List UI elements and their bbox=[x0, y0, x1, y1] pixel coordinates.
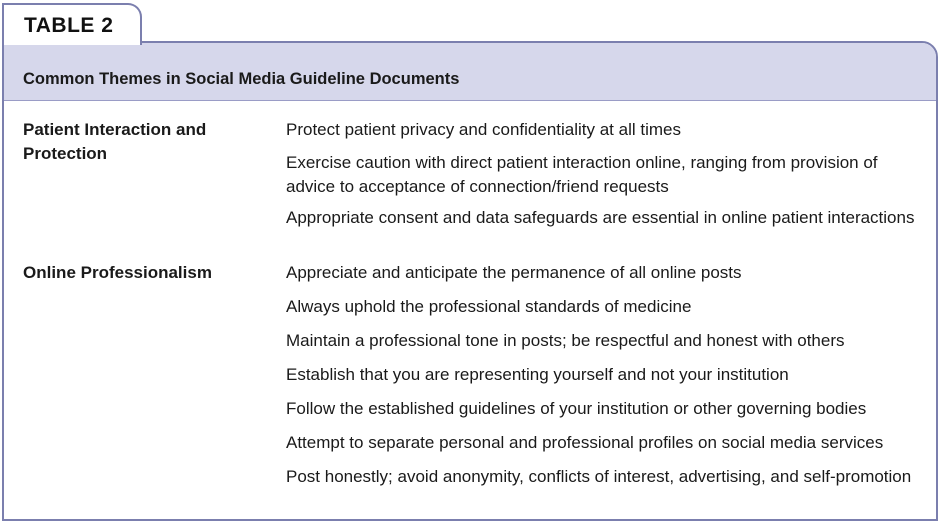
table-number-label: TABLE 2 bbox=[24, 14, 114, 37]
list-item: Appropriate consent and data safeguards are essential in online patient interactions bbox=[286, 208, 915, 227]
list-item: Maintain a professional tone in posts; be respectful and honest with others bbox=[286, 331, 845, 350]
table-header bbox=[4, 43, 936, 101]
section-label: Patient Interaction and Protection bbox=[23, 120, 207, 163]
list-item: Appreciate and anticipate the permanence of all online posts bbox=[286, 263, 742, 282]
list-item: Always uphold the professional standards of medicine bbox=[286, 297, 692, 316]
list-item: Establish that you are representing yourself and not your institution bbox=[286, 365, 789, 384]
table-frame bbox=[2, 41, 938, 521]
list-item: Protect patient privacy and confidentiality at all times bbox=[286, 120, 681, 139]
list-item: Post honestly; avoid anonymity, conflicts of interest, advertising, and self-promotion bbox=[286, 467, 912, 486]
list-item: Exercise caution with direct patient interaction online, ranging from provision of advice to acceptance of connection/friend requests bbox=[286, 153, 878, 196]
list-item: Follow the established guidelines of your institution or other governing bodies bbox=[286, 399, 867, 418]
table-title: Common Themes in Social Media Guideline Documents bbox=[23, 70, 460, 88]
table-number-tab bbox=[2, 3, 142, 45]
list-item: Attempt to separate personal and professional profiles on social media services bbox=[286, 433, 884, 452]
section-label: Online Professionalism bbox=[23, 263, 212, 282]
